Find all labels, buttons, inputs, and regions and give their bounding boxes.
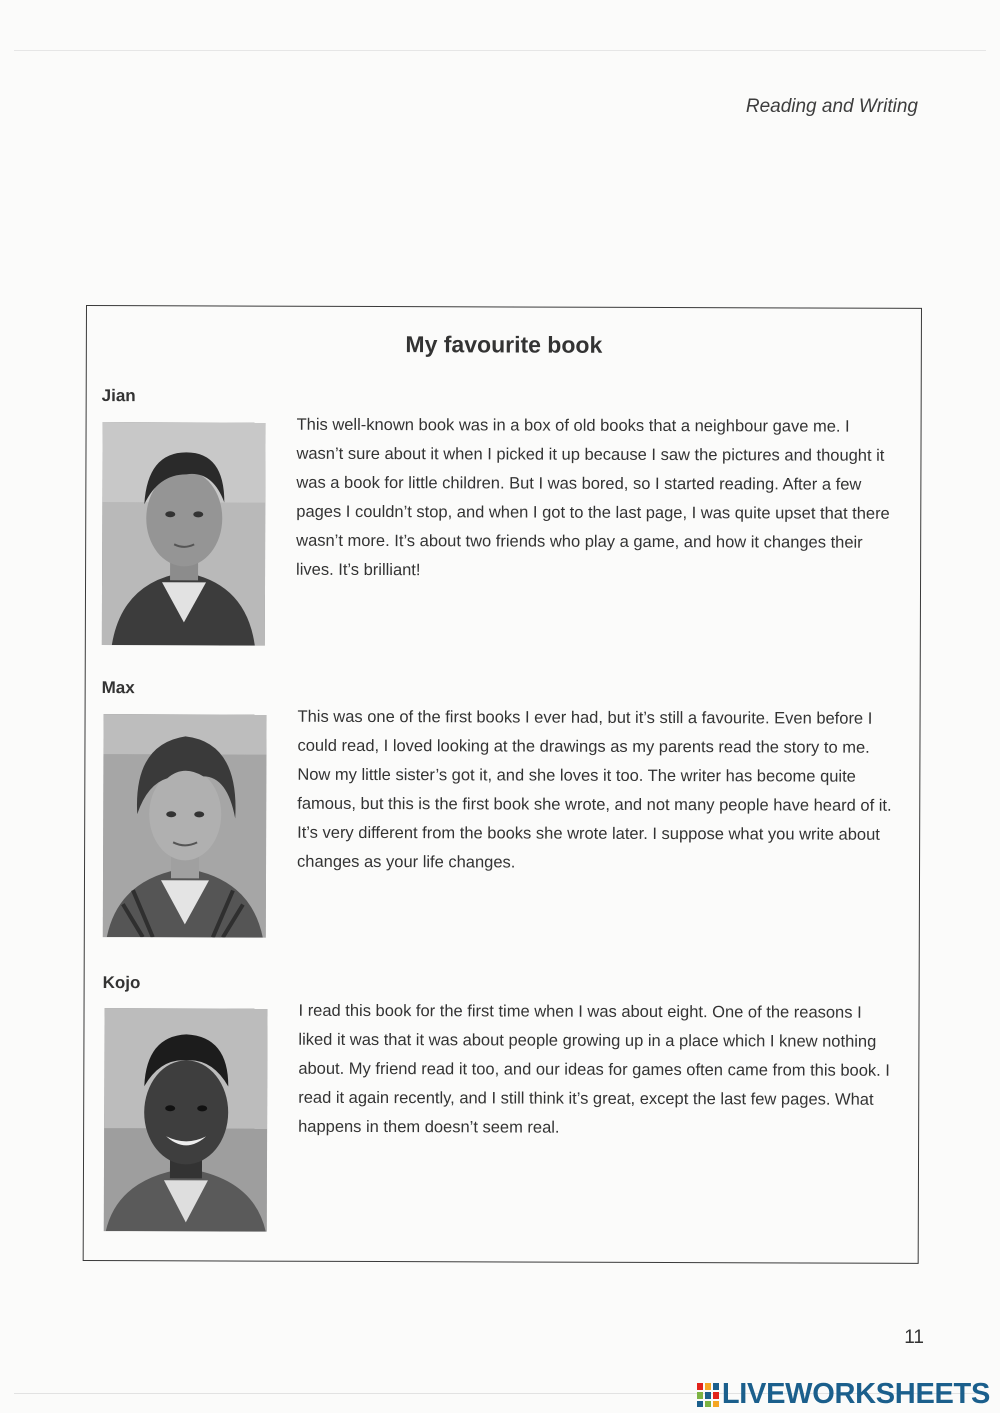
liveworksheets-logo-icon [697, 1383, 719, 1407]
paragraph-kojo: I read this book for the first time when I was about eight. One of the reasons I liked it was that it was about people growing up in a place which I knew nothing about. My friend read it too, and our ideas for games often came from this book. I read it again recently, and I still think it’s great, except the last few pages. What happens in them doesn’t seem real. [298, 1001, 890, 1137]
name-jian: Jian [101, 386, 136, 406]
photo-max [103, 714, 267, 938]
watermark [697, 1378, 990, 1411]
name-max: Max [101, 678, 135, 698]
top-rule [14, 50, 986, 51]
section-header: Reading and Writing [745, 96, 918, 117]
text-box [83, 305, 922, 1264]
paragraph-jian: This well-known book was in a box of old books that a neighbour gave me. I wasn’t sure about it when I picked it up because I saw the pictures and thought it was a book for little children. But I was bored, so I started reading. After a few pages I couldn’t stop, and when I got to the last page, I was quite upset that there wasn’t more. It’s about two friends who play a game, and how it changes their lives. It’s brilliant! [296, 415, 890, 580]
paragraph-max: This was one of the first books I ever had, but it’s still a favourite. Even before I could read, I loved looking at the drawings as my parents read the story to me. Now my little sister’s got it, and she loves it too. The writer has become quite famous, but this is the first book she wrote, and not many people have heard of it. It’s very different from the books she wrote later. I suppose what you write about changes as your life changes. [297, 707, 892, 872]
page-number: 11 [904, 1327, 924, 1348]
photo-jian [102, 422, 266, 646]
box-title: My favourite book [405, 331, 603, 358]
watermark-text: LIVEWORKSHEETS [721, 1378, 990, 1410]
photo-kojo [104, 1008, 268, 1232]
name-kojo: Kojo [102, 973, 141, 993]
